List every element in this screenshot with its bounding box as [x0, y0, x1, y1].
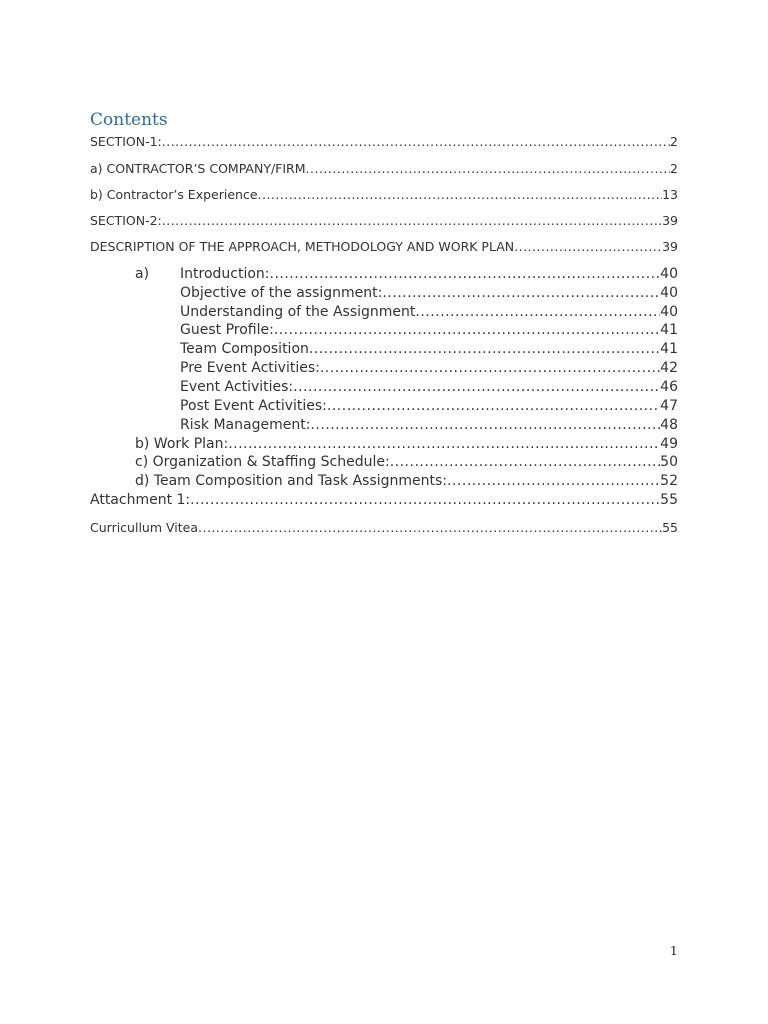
toc-entry-marker: a) — [135, 266, 150, 282]
toc-entry-page: 50 — [660, 454, 678, 470]
dot-leader — [514, 239, 662, 254]
toc-entry-page: 2 — [670, 134, 678, 149]
toc-entry-label: Team Composition — [180, 341, 309, 357]
toc-entry-label: b) Work Plan: — [135, 436, 229, 452]
toc-title: Contents — [90, 110, 168, 130]
dot-leader — [309, 341, 660, 357]
toc-entry-page: 49 — [660, 436, 678, 452]
toc-entry-label: SECTION-2: — [90, 213, 162, 228]
toc-entry-label: Pre Event Activities: — [180, 360, 320, 376]
toc-entry-label: c) Organization & Staffing Schedule: — [135, 454, 390, 470]
toc-entry-event-activities[interactable] — [180, 379, 678, 397]
dot-leader — [310, 417, 660, 433]
toc-entry-attachment-1[interactable] — [90, 492, 678, 510]
toc-entry-label: Guest Profile: — [180, 322, 274, 338]
toc-entry-page: 55 — [662, 520, 678, 535]
dot-leader — [190, 492, 660, 508]
toc-entry-page: 39 — [662, 213, 678, 228]
toc-entry-team-composition[interactable] — [180, 341, 678, 359]
toc-entry-guest-profile[interactable] — [180, 322, 678, 340]
toc-entry-understanding[interactable] — [180, 304, 678, 322]
toc-entry-page: 40 — [660, 285, 678, 301]
toc-entry-section-2[interactable] — [90, 213, 678, 229]
toc-entry-curriculum-vitae[interactable] — [90, 520, 678, 536]
toc-entry-label: Risk Management: — [180, 417, 311, 433]
toc-entry-page: 40 — [660, 266, 678, 282]
dot-leader — [274, 322, 660, 338]
dot-leader — [258, 187, 663, 202]
toc-entry-label: Attachment 1: — [90, 492, 191, 508]
toc-entry-label: DESCRIPTION OF THE APPROACH, METHODOLOGY AND WORK PLAN — [90, 239, 515, 254]
dot-leader — [382, 285, 660, 301]
toc-entry-page: 39 — [662, 239, 678, 254]
toc-entry-label: Understanding of the Assignment — [180, 304, 416, 320]
toc-entry-page: 55 — [660, 492, 678, 508]
toc-entry-label: Introduction: — [180, 266, 270, 282]
toc-entry-section-1[interactable] — [90, 134, 678, 150]
toc-entry-label: Event Activities: — [180, 379, 294, 395]
toc-entry-page: 13 — [662, 187, 678, 202]
toc-entry-page: 47 — [660, 398, 678, 414]
toc-entry-pre-event[interactable] — [180, 360, 678, 378]
toc-entry-label: b) Contractor’s Experience — [90, 187, 258, 202]
toc-entry-organization-staffing[interactable] — [135, 454, 678, 472]
toc-entry-team-task-assignments[interactable] — [135, 473, 678, 491]
toc-entry-objective[interactable] — [180, 285, 678, 303]
toc-entry-post-event[interactable] — [180, 398, 678, 416]
dot-leader — [162, 134, 670, 149]
toc-entry-page: 52 — [660, 473, 678, 489]
toc-entry-label: SECTION-1: — [90, 134, 162, 149]
dot-leader — [162, 213, 662, 228]
dot-leader — [293, 379, 660, 395]
dot-leader — [415, 304, 660, 320]
toc-entry-contractors-experience[interactable] — [90, 187, 678, 203]
toc-entry-page: 41 — [660, 322, 678, 338]
dot-leader — [320, 360, 660, 376]
toc-entry-page: 2 — [670, 161, 678, 176]
toc-entry-work-plan[interactable] — [135, 436, 678, 454]
dot-leader — [270, 266, 661, 282]
dot-leader — [447, 473, 660, 489]
toc-entry-page: 48 — [660, 417, 678, 433]
dot-leader — [198, 520, 662, 535]
toc-entry-introduction[interactable] — [135, 266, 678, 284]
dot-leader — [228, 436, 660, 452]
toc-entry-page: 41 — [660, 341, 678, 357]
toc-entry-label: d) Team Composition and Task Assignments: — [135, 473, 448, 489]
toc-entry-page: 42 — [660, 360, 678, 376]
page-number: 1 — [670, 944, 678, 958]
toc-entry-page: 46 — [660, 379, 678, 395]
toc-entry-label: Objective of the assignment: — [180, 285, 383, 301]
toc-entry-page: 40 — [660, 304, 678, 320]
dot-leader — [306, 161, 671, 176]
toc-entry-risk-management[interactable] — [180, 417, 678, 435]
toc-entry-label: Curricullum Vitea — [90, 520, 198, 535]
toc-entry-label: a) CONTRACTOR’S COMPANY/FIRM — [90, 161, 306, 176]
toc-entry-description-approach[interactable] — [90, 239, 678, 255]
toc-entry-contractors-company[interactable] — [90, 161, 678, 177]
dot-leader — [390, 454, 660, 470]
dot-leader — [327, 398, 660, 414]
toc-entry-label: Post Event Activities: — [180, 398, 327, 414]
